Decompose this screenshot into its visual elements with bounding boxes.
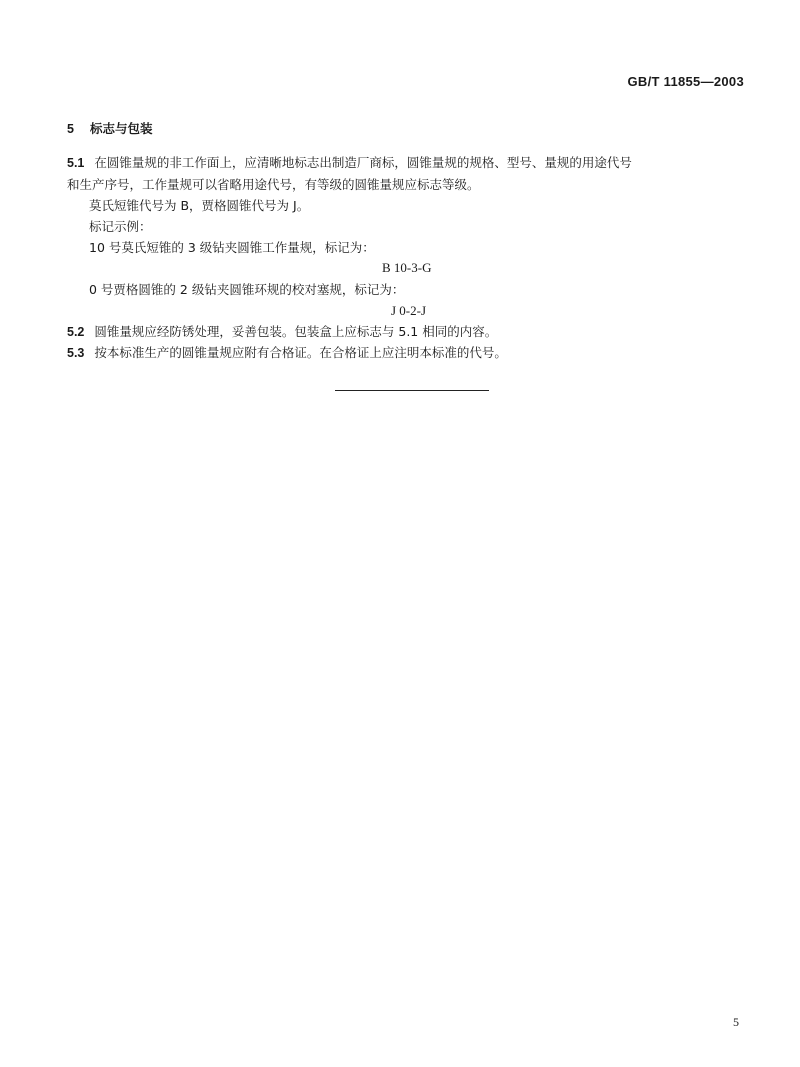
section-title: 标志与包装 bbox=[89, 121, 153, 136]
clause-5-1-number: 5.1 bbox=[67, 156, 85, 170]
clause-5-2-number: 5.2 bbox=[67, 325, 85, 339]
example-1-text: 10 号莫氏短锥的 3 级钻夹圆锥工作量规，标记为： bbox=[89, 240, 375, 255]
clause-5-1-line-6 bbox=[89, 282, 404, 298]
marking-example-1: B 10-3-G bbox=[382, 260, 432, 275]
page-number: 5 bbox=[733, 1015, 739, 1029]
standard-code: GB/T 11855—2003 bbox=[627, 74, 744, 89]
clause-5-1-text-1: 在圆锥量规的非工作面上，应清晰地标志出制造厂商标，圆锥量规的规格、型号、量规的用途代号 bbox=[94, 155, 632, 170]
clause-5-3-number: 5.3 bbox=[67, 346, 85, 360]
section-number: 5 bbox=[67, 122, 74, 136]
section-heading bbox=[67, 121, 152, 137]
end-of-standard-rule bbox=[335, 390, 489, 391]
clause-5-1-line-2 bbox=[67, 177, 480, 193]
clause-5-2-text: 圆锥量规应经防锈处理，妥善包装。包装盒上应标志与 5.1 相同的内容。 bbox=[94, 324, 498, 339]
example-label: 标记示例： bbox=[89, 219, 152, 234]
clause-5-1-text-3: 莫氏短锥代号为 B，贾格圆锥代号为 J。 bbox=[89, 198, 310, 213]
clause-5-1-line-1 bbox=[67, 155, 632, 171]
clause-5-3-text: 按本标准生产的圆锥量规应附有合格证。在合格证上应注明本标准的代号。 bbox=[94, 345, 507, 360]
clause-5-1-line-3 bbox=[89, 198, 309, 214]
clause-5-1-line-4 bbox=[89, 219, 152, 235]
clause-5-1-text-2: 和生产序号，工作量规可以省略用途代号，有等级的圆锥量规应标志等级。 bbox=[67, 177, 480, 192]
marking-example-2: J 0-2-J bbox=[391, 303, 427, 318]
clause-5-3 bbox=[67, 345, 507, 361]
clause-5-2 bbox=[67, 324, 497, 340]
clause-5-1-line-5 bbox=[89, 240, 375, 256]
example-2-text: 0 号贾格圆锥的 2 级钻夹圆锥环规的校对塞规，标记为： bbox=[89, 282, 405, 297]
